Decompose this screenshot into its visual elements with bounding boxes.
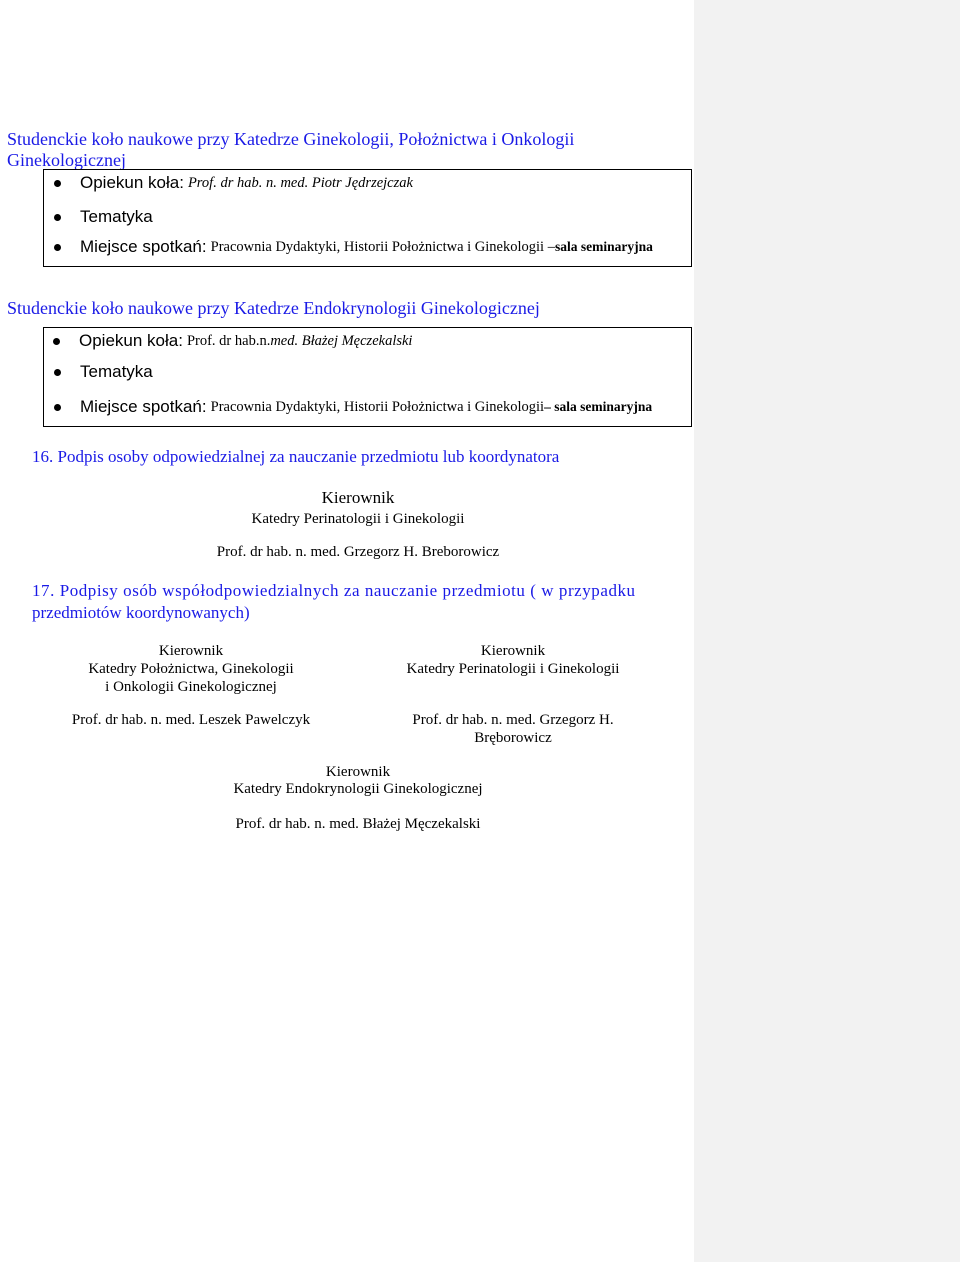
signatory3-dept-line1: Katedry Endokrynologii Ginekologicznej xyxy=(233,781,483,797)
section1-item-tematyka xyxy=(80,206,153,228)
item-extra: sala seminaryjna xyxy=(554,239,653,254)
item-value-italic: med. Błażej Męczekalski xyxy=(270,332,413,349)
item-label: Opiekun koła: xyxy=(79,331,183,350)
item-label: Tematyka xyxy=(80,207,153,226)
item-extra: – sala seminaryjna xyxy=(544,399,653,414)
signatory1-dept-line1: Katedry Położnictwa, Ginekologii xyxy=(88,661,294,677)
item-value: Prof. dr hab. n. med. Piotr Jędrzejczak xyxy=(187,174,413,191)
section1-title-line2: Ginekologicznej xyxy=(7,150,126,170)
signatory2-dept-line1: Katedry Perinatologii i Ginekologii xyxy=(406,661,620,677)
section16-dept: Katedry Perinatologii i Ginekologii xyxy=(251,511,465,527)
section2-box xyxy=(43,327,692,427)
comment-margin xyxy=(694,0,960,1262)
item-label: Tematyka xyxy=(80,362,153,381)
item-label: Opiekun koła: xyxy=(80,173,184,192)
section17-heading-line1: 17. Podpisy osób współodpowiedzialnych za nauczanie przedmiotu ( w przypadku xyxy=(32,581,636,600)
signatory1-role: Kierownik xyxy=(158,643,224,659)
item-label: Miejsce spotkań: xyxy=(80,237,207,256)
section16-heading: 16. Podpis osoby odpowiedzialnej za nauczanie przedmiotu lub koordynatora xyxy=(32,447,560,466)
bullet-icon xyxy=(54,369,61,376)
item-value: Prof. dr hab.n. xyxy=(186,332,271,349)
section17-heading-line2: przedmiotów koordynowanych) xyxy=(32,603,250,622)
section16-role: Kierownik xyxy=(321,488,395,507)
item-value: Pracownia Dydaktyki, Historii Położnictwa i Ginekologii – xyxy=(210,238,555,255)
signatory3-role: Kierownik xyxy=(325,764,391,780)
bullet-icon xyxy=(54,214,61,221)
bullet-icon xyxy=(54,180,61,187)
bullet-icon xyxy=(54,244,61,251)
section1-item-opiekun xyxy=(80,172,413,194)
signatory2-role: Kierownik xyxy=(480,643,546,659)
section1-title-line1: Studenckie koło naukowe przy Katedrze Ginekologii, Położnictwa i Onkologii xyxy=(7,129,575,149)
bullet-icon xyxy=(54,404,61,411)
section16-name: Prof. dr hab. n. med. Grzegorz H. Breborowicz xyxy=(216,544,500,560)
signatory2-name: Prof. dr hab. n. med. Grzegorz H. Bręborowicz xyxy=(412,712,614,746)
item-label: Miejsce spotkań: xyxy=(80,397,207,416)
section1-item-miejsce xyxy=(80,236,653,258)
section2-item-miejsce xyxy=(80,396,652,418)
section2-item-tematyka xyxy=(80,361,153,383)
signatory1-name: Prof. dr hab. n. med. Leszek Pawelczyk xyxy=(71,712,311,728)
section1-box xyxy=(43,169,692,267)
item-value: Pracownia Dydaktyki, Historii Położnictwa i Ginekologii xyxy=(210,398,545,415)
signatory1-dept-line2: i Onkologii Ginekologicznej xyxy=(105,679,277,695)
section2-title: Studenckie koło naukowe przy Katedrze Endokrynologii Ginekologicznej xyxy=(7,298,540,318)
signatory3-name: Prof. dr hab. n. med. Błażej Męczekalski xyxy=(235,816,481,832)
